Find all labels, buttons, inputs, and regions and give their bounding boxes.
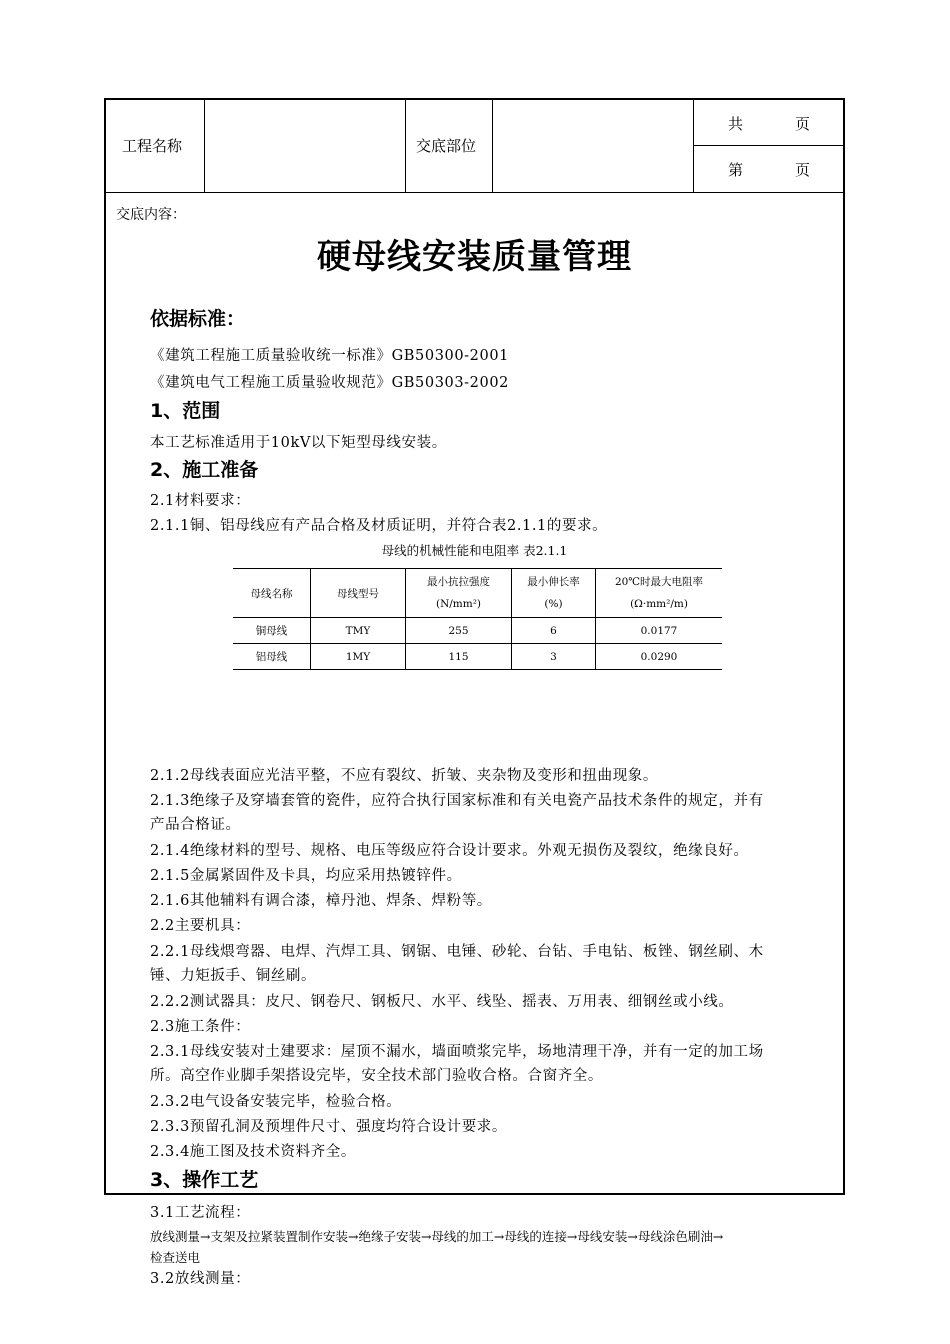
paragraph: 产品合格证。 bbox=[150, 817, 241, 833]
project-name-label: 工程名称 bbox=[122, 137, 183, 155]
table-cell: 115 bbox=[406, 644, 512, 670]
paragraph: 2.1.3绝缘子及穿墙套管的瓷件，应符合执行国家标准和有关电瓷产品技术条件的规定，并有 bbox=[150, 793, 764, 809]
current-label: 第 bbox=[728, 161, 744, 179]
paragraph: 2.3.1母线安装对土建要求：屋顶不漏水，墙面喷浆完毕，场地清理干净，并有一定的加工场 bbox=[150, 1044, 764, 1060]
paragraph: 2.2.1母线煨弯器、电焊、汽焊工具、钢锯、电锤、砂轮、台钻、手电钻、板锉、钢丝刷、木 bbox=[150, 944, 764, 960]
table-cell: 0.0177 bbox=[596, 618, 723, 644]
paragraph: 2.3.4施工图及技术资料齐全。 bbox=[150, 1144, 356, 1160]
divider bbox=[693, 100, 694, 192]
paragraph: 2.1.1铜、铝母线应有产品合格及材质证明，并符合表2.1.1的要求。 bbox=[150, 518, 608, 534]
basis-item: 《建筑工程施工质量验收统一标准》GB50300-2001 bbox=[150, 348, 509, 364]
section-heading: 3、操作工艺 bbox=[150, 1169, 259, 1191]
paragraph: 2.2.2测试器具：皮尺、钢卷尺、钢板尺、水平、线坠、摇表、万用表、细钢丝或小线。 bbox=[150, 994, 734, 1010]
basis-heading: 依据标准： bbox=[150, 308, 246, 330]
mechanical-properties-table bbox=[233, 568, 722, 670]
divider bbox=[204, 100, 205, 192]
table-row bbox=[233, 644, 722, 670]
table-cell: 6 bbox=[512, 618, 596, 644]
process-flow: 放线测量→支架及拉紧装置制作安装→绝缘子安装→母线的加工→母线的连接→母线安装→母线涂色刷油→ bbox=[150, 1229, 724, 1244]
paragraph: 2.3.2电气设备安装完毕，检验合格。 bbox=[150, 1094, 402, 1110]
content-label: 交底内容： bbox=[116, 207, 186, 223]
location-field[interactable] bbox=[494, 102, 692, 190]
divider bbox=[492, 100, 493, 192]
paragraph: 2.2主要机具： bbox=[150, 918, 251, 934]
table-cell: 1MY bbox=[311, 644, 406, 670]
table-cell: 3 bbox=[512, 644, 596, 670]
basis-item: 《建筑电气工程施工质量验收规范》GB50303-2002 bbox=[150, 375, 509, 391]
paragraph: 本工艺标准适用于10kV以下矩型母线安装。 bbox=[150, 435, 447, 451]
paragraph: 2.3施工条件： bbox=[150, 1019, 251, 1035]
table-cell: 铜母线 bbox=[233, 618, 311, 644]
table-header-cell: 母线名称 bbox=[233, 569, 311, 618]
table-cell: 铝母线 bbox=[233, 644, 311, 670]
paragraph: 2.1.5金属紧固件及卡具，均应采用热镀锌件。 bbox=[150, 868, 462, 884]
process-flow: 检查送电 bbox=[150, 1250, 201, 1265]
table-header-cell: 最小伸长率 (%) bbox=[512, 569, 596, 618]
current-page-label: 页 bbox=[795, 161, 811, 179]
document-title: 硬母线安装质量管理 bbox=[317, 237, 632, 277]
project-name-field[interactable] bbox=[206, 102, 404, 190]
paragraph: 锤、力矩扳手、铜丝刷。 bbox=[150, 968, 317, 984]
paragraph: 2.1.6其他辅料有调合漆，樟丹池、焊条、焊粉等。 bbox=[150, 893, 492, 909]
document-frame bbox=[104, 98, 845, 1287]
table-header-cell: 最小抗拉强度 (N/mm²) bbox=[406, 569, 512, 618]
divider bbox=[405, 100, 406, 192]
section-heading: 2、施工准备 bbox=[150, 459, 259, 481]
table-cell: 255 bbox=[406, 618, 512, 644]
table-header-cell: 母线型号 bbox=[311, 569, 406, 618]
table-row bbox=[233, 618, 722, 644]
total-label: 共 bbox=[728, 115, 744, 133]
paragraph: 2.1.4绝缘材料的型号、规格、电压等级应符合设计要求。外观无损伤及裂纹，绝缘良好。 bbox=[150, 843, 749, 859]
header-table bbox=[106, 100, 843, 193]
total-page-label: 页 bbox=[795, 115, 811, 133]
paragraph: 2.1材料要求： bbox=[150, 493, 251, 509]
paragraph: 3.1工艺流程： bbox=[150, 1205, 251, 1221]
table-cell: 0.0290 bbox=[596, 644, 723, 670]
table-header-cell: 20℃时最大电阻率 (Ω·mm²/m) bbox=[596, 569, 723, 618]
table-caption: 母线的机械性能和电阻率 表2.1.1 bbox=[381, 543, 568, 558]
section-heading: 1、范围 bbox=[150, 400, 221, 422]
paragraph: 3.2放线测量： bbox=[150, 1271, 251, 1287]
paragraph: 2.3.3预留孔洞及预埋件尺寸、强度均符合设计要求。 bbox=[150, 1119, 507, 1135]
paragraph: 2.1.2母线表面应光洁平整，不应有裂纹、折皱、夹杂物及变形和扭曲现象。 bbox=[150, 768, 658, 784]
divider bbox=[694, 145, 843, 146]
location-label: 交底部位 bbox=[416, 137, 477, 155]
table-cell: TMY bbox=[311, 618, 406, 644]
paragraph: 所。高空作业脚手架搭设完毕，安全技术部门验收合格。合窗齐全。 bbox=[150, 1068, 603, 1084]
